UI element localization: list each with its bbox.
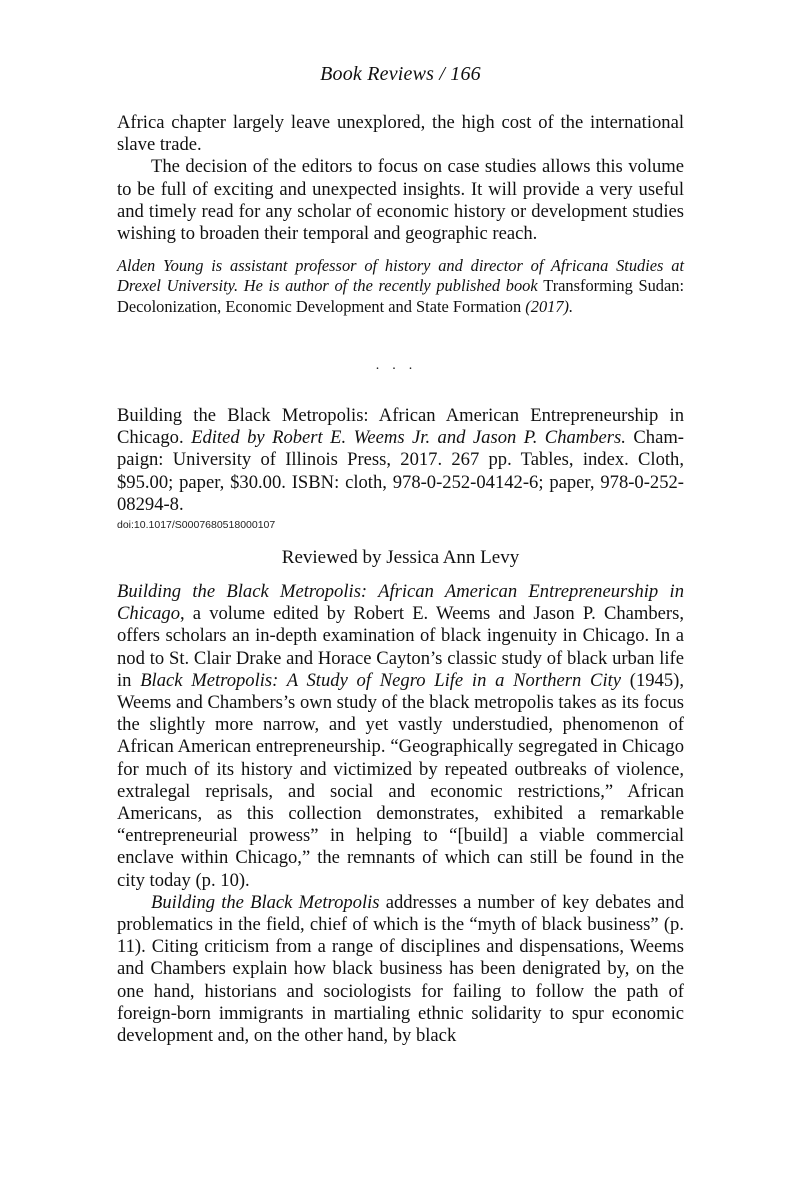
citation-publication: Champaign: University of Illinois Press, 2017. 267 pp. Tables, index. Cloth, $95.00; paper, $30.00. ISBN: cloth, 978-0-252-04142-6; paper, 978-0-252-08294-8. xyxy=(117,427,684,515)
paragraph-end: Africa chapter largely leave unexplored, the high cost of the international slave trade. xyxy=(117,112,684,156)
review-book-title: Building the Black Metropolis: African American Entrepreneurship in Chicago xyxy=(117,581,684,625)
review-text: , a volume edited by Robert E. Weems and Jason P. Chambers, offers scholars an in-depth examination of black ingenuity in Chicago. In a nod to St. Clair Drake and Horace Cayton’s classic study of black urban life in xyxy=(117,603,684,691)
reviewer-bio xyxy=(117,256,684,317)
book-citation xyxy=(117,405,684,516)
review-text: (1945), Weems and Chambers’s own study of the black metropolis takes as its focus the slightly more narrow, and yet vastly understudied, phenomenon of African American entrepreneurship. “Geographically segregated in Chicago for much of its history and victimized by repeated outbreaks of violence, extralegal reprisals, and social and economic restrictions,” African Americans, as this collection demonstrates, exhibited a remarkable “entrepreneurial prowess” in helping to “[build] a viable commercial enclave within Chicago,” the remnants of which can still be found in the city today (p. 10). xyxy=(117,669,684,891)
section-separator: ... xyxy=(375,358,426,373)
reviewer-byline: Reviewed by Jessica Ann Levy xyxy=(281,547,520,568)
review-text: addresses a number of key debates and problematics in the field, chief of which is the “myth of black business” (p. 11). Citing criticism from a range of disciplines and dispensations, Weems and Chambers explain how black business has been denigrated by, on the one hand, historians and sociologists for failing to follow the path of foreign-born immigrants in martialing ethnic solidarity to spur economic development and, on the other hand, by black xyxy=(117,891,684,1047)
previous-review-ending xyxy=(117,112,684,245)
bio-book-title: Transforming Sudan: Decolonization, Economic Development and State Formation xyxy=(117,276,684,316)
review-paragraph-1 xyxy=(117,581,684,892)
running-head: Book Reviews / 166 xyxy=(320,63,481,85)
citation-title: Building the Black Metropolis: African American Entrepreneurship in Chicago. xyxy=(117,405,684,449)
review-book-title: Building the Black Metropolis xyxy=(151,891,380,913)
paragraph-final: The decision of the editors to focus on case studies allows this volume to be full of exciting and unexpected insights. It will provide a very useful and timely read for any scholar of economic history or development studies wishing to broaden their temporal and geographic reach. xyxy=(117,156,684,245)
bio-text: Alden Young is assistant professor of history and director of Africana Studies at Drexel University. He is author of the recently published book xyxy=(117,256,684,296)
referenced-book-title: Black Metropolis: A Study of Negro Life in a Northern City xyxy=(140,669,622,691)
citation-editors: Edited by Robert E. Weems Jr. and Jason P. Chambers. xyxy=(191,427,626,449)
review-paragraph-2 xyxy=(117,892,684,1047)
review-body xyxy=(117,581,684,1047)
bio-year: (2017). xyxy=(521,296,574,316)
doi-link[interactable]: doi:10.1017/S0007680518000107 xyxy=(117,519,276,531)
